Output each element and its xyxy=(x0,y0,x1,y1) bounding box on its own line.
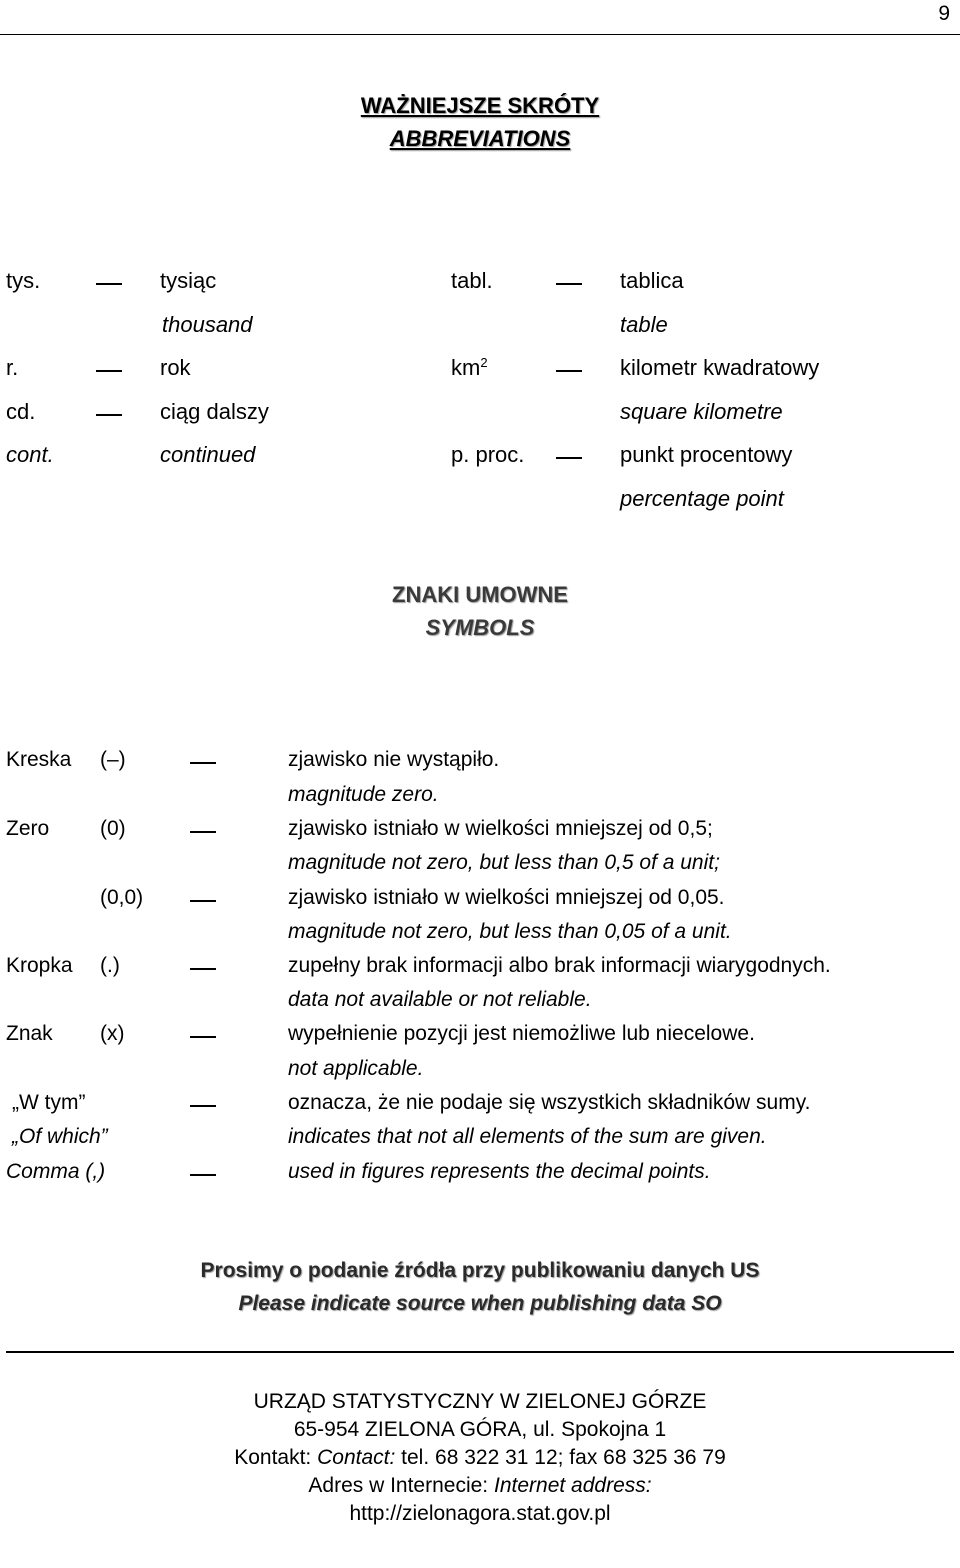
dash xyxy=(190,831,216,833)
abbreviations-title-en: ABBREVIATIONS xyxy=(389,126,571,151)
symbol-mark: (.) xyxy=(100,954,120,977)
abbr-pproc: p. proc. xyxy=(451,442,525,467)
dash xyxy=(556,457,582,459)
symbol-name: Kreska xyxy=(6,748,72,771)
footer-url-link[interactable]: http://zielonagora.stat.gov.pl xyxy=(349,1502,611,1525)
abbr-km2-pl: kilometr kwadratowy xyxy=(620,355,820,380)
symbol-desc-en: magnitude not zero, but less than 0,05 of a unit. xyxy=(288,920,732,943)
symbol-desc-en: data not available or not reliable. xyxy=(288,988,592,1011)
abbr-pproc-en: percentage point xyxy=(620,486,784,511)
dash xyxy=(96,283,122,285)
dash xyxy=(190,762,216,764)
contact-label-en: Contact: xyxy=(317,1446,396,1469)
footer-rule xyxy=(6,1351,954,1353)
symbol-name: Kropka xyxy=(6,954,73,977)
symbol-mark: (0) xyxy=(100,817,126,840)
internet-label-pl: Adres w Internecie: xyxy=(308,1474,489,1497)
abbr-tys-en: thousand xyxy=(162,312,253,337)
dash xyxy=(190,1105,216,1107)
notice-pl: Prosimy o podanie źródła przy publikowaniu danych US xyxy=(200,1259,760,1282)
abbr-tys: tys. xyxy=(6,268,41,293)
symbol-desc-pl: zjawisko istniało w wielkości mniejszej od 0,05. xyxy=(288,886,725,909)
symbol-mark: (x) xyxy=(100,1022,125,1045)
wtym-desc-pl: oznacza, że nie podaje się wszystkich składników sumy. xyxy=(288,1091,811,1114)
abbr-cont: cont. xyxy=(6,442,54,467)
footer-address: 65-954 ZIELONA GÓRA, ul. Spokojna 1 xyxy=(293,1418,667,1441)
abbr-tabl-pl: tablica xyxy=(620,268,684,293)
abbr-tabl-en: table xyxy=(620,312,668,337)
symbol-mark: (–) xyxy=(100,748,126,771)
symbol-desc-pl: wypełnienie pozycji jest niemożliwe lub niecelowe. xyxy=(288,1022,755,1045)
symbol-desc-pl: zjawisko istniało w wielkości mniejszej od 0,5; xyxy=(288,817,713,840)
symbol-name: Zero xyxy=(6,817,50,840)
abbr-pproc-pl: punkt procentowy xyxy=(620,442,793,467)
contact-details: tel. 68 322 31 12; fax 68 325 36 79 xyxy=(401,1446,726,1469)
dash xyxy=(96,414,122,416)
symbols-title-en: SYMBOLS xyxy=(425,615,535,640)
contact-label-pl: Kontakt: xyxy=(234,1446,312,1469)
abbr-tys-pl: tysiąc xyxy=(160,268,217,293)
symbol-name: Znak xyxy=(6,1022,53,1045)
abbr-cd-pl: ciąg dalszy xyxy=(160,399,269,424)
dash xyxy=(556,283,582,285)
dash xyxy=(190,1174,216,1176)
comma-label: Comma (,) xyxy=(6,1160,106,1183)
dash xyxy=(190,900,216,902)
abbr-km2: $km^2$ xyxy=(451,355,488,380)
abbr-r-pl: rok xyxy=(160,355,191,380)
abbr-km2-en: square kilometre xyxy=(620,399,783,424)
footer-contact xyxy=(0,1446,960,1470)
footer-office: URZĄD STATYSTYCZNY W ZIELONEJ GÓRZE xyxy=(253,1390,707,1413)
symbol-mark: (0,0) xyxy=(100,886,144,909)
symbol-desc-pl: zupełny brak informacji albo brak informacji wiarygodnych. xyxy=(288,954,831,977)
wtym-label-en: „Of which” xyxy=(12,1125,108,1148)
abbr-cd: cd. xyxy=(6,399,36,424)
footer-internet xyxy=(0,1474,960,1498)
comma-desc: used in figures represents the decimal points. xyxy=(288,1160,711,1183)
dash xyxy=(96,370,122,372)
abbr-r: r. xyxy=(6,355,19,380)
wtym-desc-en: indicates that not all elements of the sum are given. xyxy=(288,1125,767,1148)
wtym-label-pl: „W tym” xyxy=(12,1091,86,1114)
header-rule xyxy=(0,34,960,35)
dash xyxy=(190,1036,216,1038)
abbreviations-title-pl: WAŻNIEJSZE SKRÓTY xyxy=(360,93,600,118)
dash xyxy=(556,370,582,372)
page-number: 9 xyxy=(938,2,950,25)
internet-label-en: Internet address: xyxy=(494,1474,652,1497)
abbr-tabl: tabl. xyxy=(451,268,493,293)
symbol-desc-en: not applicable. xyxy=(288,1057,424,1080)
abbr-cont-en: continued xyxy=(160,442,256,467)
notice-en: Please indicate source when publishing data SO xyxy=(238,1292,722,1315)
symbol-desc-en: magnitude not zero, but less than 0,5 of a unit; xyxy=(288,851,720,874)
symbol-desc-en: magnitude zero. xyxy=(288,783,439,806)
dash xyxy=(190,968,216,970)
symbol-desc-pl: zjawisko nie wystąpiło. xyxy=(288,748,500,771)
symbols-title-pl: ZNAKI UMOWNE xyxy=(392,582,568,607)
